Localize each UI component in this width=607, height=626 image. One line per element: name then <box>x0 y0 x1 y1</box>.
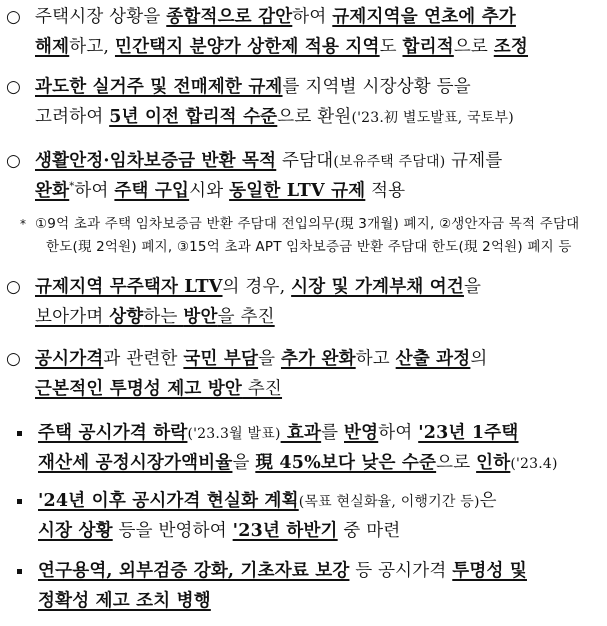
emphasis-span: 국민 부담 <box>183 349 259 369</box>
paragraph-line <box>35 6 516 28</box>
text-span: 주담대 <box>276 151 334 171</box>
emphasis-span: 해제 <box>35 37 70 57</box>
emphasis-span: 주택 구입 <box>114 181 190 201</box>
emphasis-span: 방안 <box>183 307 218 327</box>
text-span: 하여 <box>378 423 419 443</box>
text-span: 의 경우, <box>222 277 292 297</box>
text-span: 하고, <box>69 37 115 57</box>
text-span: 주택시장 상황을 <box>35 7 167 27</box>
text-span: 고려하여 <box>35 107 110 127</box>
emphasis-span: 반영 <box>344 423 379 443</box>
footnote-marker: * <box>69 181 75 193</box>
emphasis-span: 생활안정·임차보증금 반환 목적 <box>35 151 277 171</box>
paragraph-line <box>38 452 558 475</box>
emphasis-span: 효과 <box>280 423 322 443</box>
paragraph-line <box>35 180 405 202</box>
emphasis-span: '24년 이후 공시가격 현실화 계획 <box>38 491 299 511</box>
circle-bullet: ○ <box>6 277 21 297</box>
emphasis-span: 인하 <box>476 453 511 473</box>
emphasis-span: 추가 완화 <box>280 349 356 369</box>
emphasis-span: 주택 공시가격 하락 <box>38 423 188 443</box>
emphasis-span: '23년 1주택 <box>418 423 519 443</box>
emphasis-span: 상향 <box>109 307 144 327</box>
paragraph-line <box>35 306 275 328</box>
text-span: 하여 <box>74 181 115 201</box>
emphasis-span: 합리적 <box>402 37 454 57</box>
footnote-line: 한도(現 2억원) 폐지, ③15억 초과 APT 임차보증금 반환 주담대 한도(現 2억원) 폐지 등 <box>46 239 572 255</box>
emphasis-span: 조정 <box>493 37 529 57</box>
text-span: 규제를 <box>445 151 503 171</box>
small-text-span: (보유주택 주담대) <box>333 154 446 170</box>
circle-bullet: ○ <box>6 151 21 171</box>
text-span: 을 <box>463 277 482 297</box>
circle-bullet: ○ <box>6 77 21 97</box>
square-bullet <box>17 499 22 504</box>
text-span: 의 <box>470 349 488 369</box>
text-span: 을 추진 <box>217 307 275 327</box>
emphasis-span: 시장 상황 <box>38 521 113 541</box>
paragraph-line <box>35 36 528 58</box>
small-text-span: ('23.初 별도발표, 국토부) <box>351 110 514 126</box>
text-span: 도 <box>379 37 403 57</box>
paragraph-line <box>35 378 282 400</box>
emphasis-span: 동일한 LTV 규제 <box>229 181 366 201</box>
emphasis-span: 시장 및 가계부채 여건 <box>291 277 464 297</box>
text-span: 하고 <box>355 349 396 369</box>
emphasis-span: 종합적으로 감안 <box>166 7 293 27</box>
emphasis-span: 근본적인 투명성 제고 방안 <box>35 379 243 399</box>
emphasis-span: 정확성 제고 조치 병행 <box>38 591 211 611</box>
emphasis-span: 現 45%보다 낮은 수준 <box>255 453 437 473</box>
small-text-span: ('23.3월 발표) <box>187 426 281 442</box>
emphasis-span: '23년 하반기 <box>232 521 338 541</box>
emphasis-span: 5년 이전 합리적 수준 <box>109 107 278 127</box>
paragraph-line <box>35 348 488 370</box>
emphasis-span: 공시가격 <box>35 349 104 369</box>
paragraph-line <box>35 106 514 129</box>
footnote-line: ①9억 초과 주택 임차보증금 반환 주담대 전입의무(現 3개월) 폐지, ②생안자금 목적 주담대 <box>35 216 580 232</box>
paragraph-line <box>38 590 211 612</box>
circle-bullet: ○ <box>6 349 21 369</box>
text-span: 을 <box>232 453 256 473</box>
text-span: 과 관련한 <box>103 349 184 369</box>
circle-bullet: ○ <box>6 7 21 27</box>
text-span: 적용 <box>365 181 406 201</box>
paragraph-line <box>35 76 471 98</box>
square-bullet <box>17 431 22 436</box>
text-span: 중 마련 <box>337 521 401 541</box>
text-span: 은 <box>479 491 497 511</box>
paragraph-line <box>35 150 502 173</box>
emphasis-span: 산출 과정 <box>395 349 471 369</box>
text-span: 추진 <box>242 379 283 399</box>
emphasis-span: 완화 <box>35 181 70 201</box>
paragraph-line <box>38 422 519 445</box>
text-span: 등 공시가격 <box>349 561 453 581</box>
text-span: 으로 <box>436 453 477 473</box>
paragraph-line <box>38 520 401 542</box>
text-span: 를 지역별 시장상황 등을 <box>282 77 471 97</box>
text-span: 등을 반영하여 <box>112 521 233 541</box>
emphasis-span: 재산세 공정시장가액비율 <box>38 453 233 473</box>
small-text-span: (목표 현실화율, 이행기간 등) <box>298 494 480 510</box>
text-span: 으로 환원 <box>277 107 352 127</box>
text-span: 으로 <box>453 37 494 57</box>
square-bullet <box>17 569 22 574</box>
emphasis-span: 규제지역 무주택자 LTV <box>35 277 223 297</box>
emphasis-span: 민간택지 분양가 상한제 적용 지역 <box>114 37 380 57</box>
paragraph-line <box>35 276 481 298</box>
paragraph-line <box>38 560 527 582</box>
emphasis-span: 투명성 및 <box>452 561 527 581</box>
text-span: 시와 <box>189 181 230 201</box>
text-span: 보아가며 <box>35 307 110 327</box>
small-text-span: ('23.4) <box>510 456 558 472</box>
footnote-star: * <box>20 217 26 231</box>
emphasis-span: 과도한 실거주 및 전매제한 규제 <box>35 77 283 97</box>
text-span: 하는 <box>143 307 184 327</box>
text-span: 을 <box>258 349 281 369</box>
emphasis-span: 연구용역, 외부검증 강화, 기초자료 보강 <box>38 561 350 581</box>
text-span: 를 <box>321 423 344 443</box>
text-span: 하여 <box>292 7 333 27</box>
paragraph-line <box>38 490 497 513</box>
emphasis-span: 규제지역을 연초에 추가 <box>332 7 516 27</box>
